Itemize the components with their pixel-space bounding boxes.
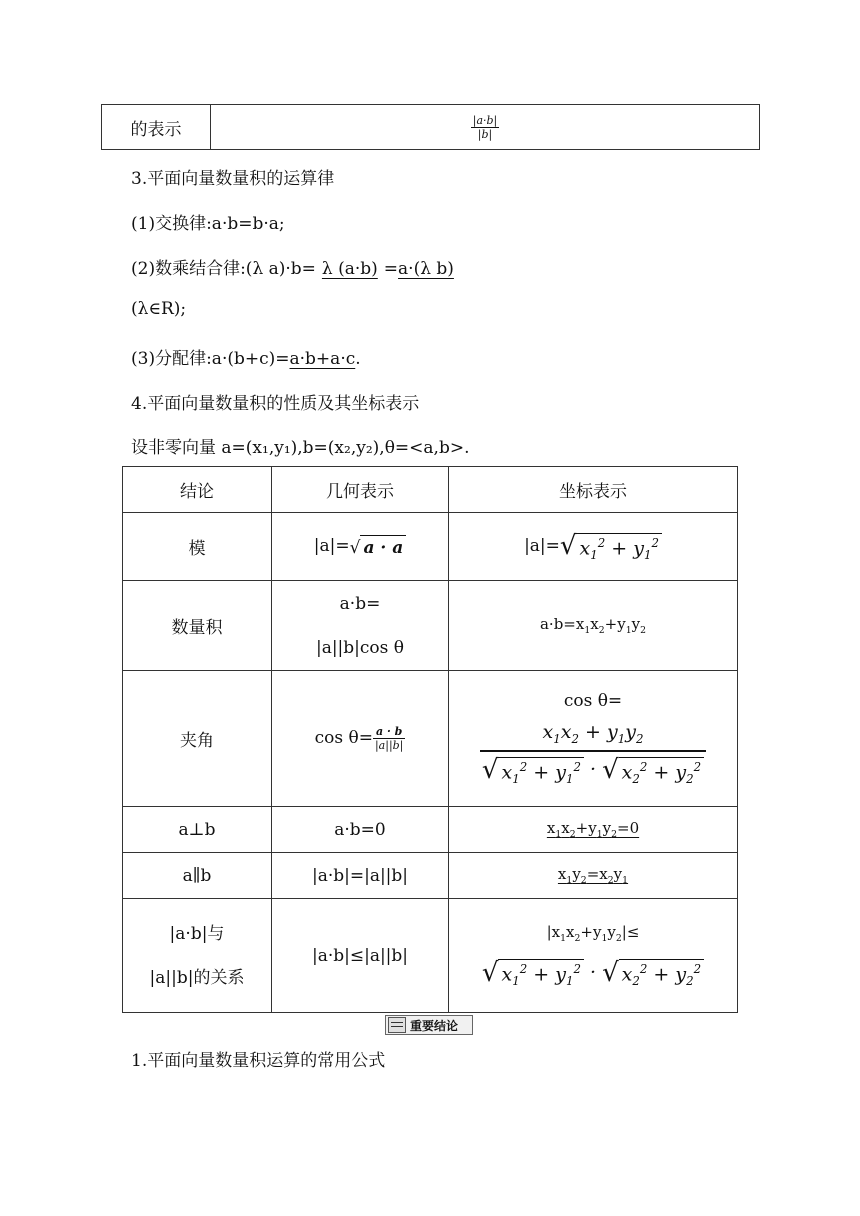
section-3-title: 3.平面向量数量积的运算律: [131, 169, 335, 189]
section-1-title: 1.平面向量数量积运算的常用公式: [131, 1051, 386, 1071]
rule-associative-cont: (λ∈R);: [131, 299, 187, 319]
header-conclusion: 结论: [123, 467, 272, 513]
row-angle-coord-fraction: $\frac{x_1x_2 + y_1y_2}{√ x_1^2 + y_1^2 \cdot √ x_2^2 + y_2^2}$: [480, 721, 706, 786]
row-dot-geo-line1: a·b=: [339, 593, 381, 614]
rule-associative-prefix: (2)数乘结合律:(λ a)·b=: [131, 259, 316, 279]
row-dot-geo-line2: |a||b|cos θ: [315, 637, 405, 658]
rule-associative: [131, 254, 480, 279]
rule-associative-eq: =: [383, 259, 399, 279]
row-para-geo: |a·b|=|a||b|: [272, 853, 449, 899]
row-mod-coord: |a|=√ $x_1^2 + y_1^2$: [449, 513, 738, 581]
blank-answer-2: a·(λ b): [398, 259, 454, 279]
row-ineq-coord: $|x_1x_2+y_1y_2|\le$ √ $x_1^2 + y_1^2$ · √ $x_2^2 + y_2^2$: [449, 899, 738, 1013]
header-coordinate: 坐标表示: [449, 467, 738, 513]
header-geometric: 几何表示: [272, 467, 449, 513]
section-4-intro: 设非零向量 a=(x₁,y₁),b=(x₂,y₂),θ=<a,b>.: [131, 438, 470, 458]
row-mod-geo: |a|=√ a · a: [272, 513, 449, 581]
top-table-label: 的表示: [102, 105, 211, 150]
blank-answer-3: a·b+a·c: [289, 349, 356, 369]
row-dot-coord: $a\cdot b=x_1x_2+y_1y_2$: [449, 581, 738, 671]
row-angle-coord: [449, 671, 738, 807]
rule-distributive: [131, 344, 361, 369]
row-para-coord: $x_1y_2=x_2y_1$: [449, 853, 738, 899]
row-ineq-label: [123, 899, 272, 1013]
row-mod-label: 模: [123, 513, 272, 581]
rule-distributive-end: .: [355, 349, 361, 369]
top-fraction: $\frac{|a\cdot b|}{|b|}$: [472, 113, 498, 141]
row-angle-label: 夹角: [123, 671, 272, 807]
row-perp-coord: $x_1x_2+y_1y_2=0$: [449, 807, 738, 853]
rule-distributive-prefix: (3)分配律:a·(b+c)=: [131, 349, 290, 369]
section-4-title: 4.平面向量数量积的性质及其坐标表示: [131, 394, 420, 414]
top-table: [101, 104, 760, 150]
row-perp-label: a⊥b: [123, 807, 272, 853]
row-perp-geo: a·b=0: [272, 807, 449, 853]
rule-commutative: (1)交换律:a·b=b·a;: [131, 214, 285, 234]
row-angle-geo: cos θ= $\frac{a \cdot b}{|a||b|}$: [272, 671, 449, 807]
important-conclusion-badge: [385, 1015, 473, 1035]
badge-label: 重要结论: [410, 1018, 459, 1033]
row-ineq-label-line1: |a·b|与: [169, 923, 225, 944]
row-ineq-geo: |a·b|≤|a||b|: [272, 899, 449, 1013]
blank-answer-1: λ (a·b): [321, 259, 378, 279]
row-ineq-label-line2: |a||b|的关系: [149, 967, 245, 988]
list-icon: [388, 1017, 406, 1033]
row-para-label: a∥b: [123, 853, 272, 899]
top-table-formula: [211, 105, 760, 150]
row-angle-coord-line1: cos θ=: [563, 691, 623, 712]
properties-table: [122, 466, 738, 1013]
row-dot-geo: [272, 581, 449, 671]
row-dot-label: 数量积: [123, 581, 272, 671]
